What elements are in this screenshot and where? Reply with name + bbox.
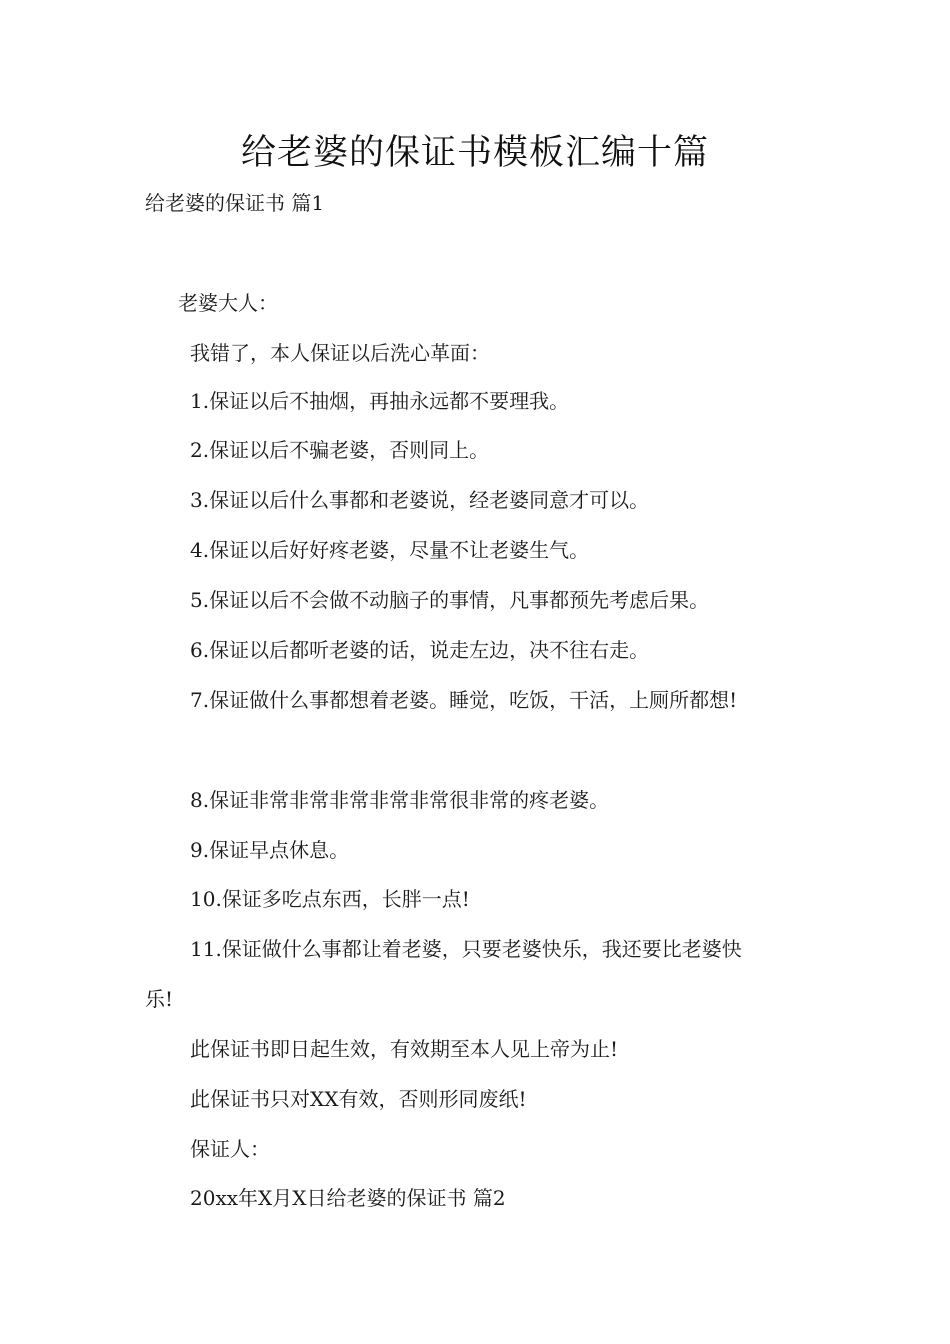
date-and-next-heading: 20xx年X月X日给老婆的保证书 篇2 [190, 1186, 506, 1210]
list-item-continuation: 乐! [145, 987, 174, 1011]
effective-statement: 此保证书即日起生效，有效期至本人见上帝为止! [190, 1037, 619, 1061]
intro-paragraph: 我错了，本人保证以后洗心革面： [190, 341, 490, 365]
list-item: 8.保证非常非常非常非常非常很非常的疼老婆。 [190, 788, 610, 812]
list-item: 2.保证以后不骗老婆，否则同上。 [190, 438, 490, 462]
list-item: 6.保证以后都听老婆的话，说走左边，决不往右走。 [190, 638, 650, 662]
list-item: 3.保证以后什么事都和老婆说，经老婆同意才可以。 [190, 488, 650, 512]
validity-statement: 此保证书只对XX有效，否则形同废纸! [190, 1087, 527, 1111]
document-title: 给老婆的保证书模板汇编十篇 [240, 133, 709, 173]
list-item: 7.保证做什么事都想着老婆。睡觉，吃饭，干活，上厕所都想! [190, 688, 738, 712]
salutation: 老婆大人： [178, 291, 278, 315]
list-item: 5.保证以后不会做不动脑子的事情，凡事都预先考虑后果。 [190, 588, 710, 612]
list-item: 10.保证多吃点东西，长胖一点! [190, 887, 470, 911]
guarantor-label: 保证人： [190, 1137, 270, 1161]
list-item: 4.保证以后好好疼老婆，尽量不让老婆生气。 [190, 538, 590, 562]
section-heading: 给老婆的保证书 篇1 [145, 191, 325, 215]
list-item: 1.保证以后不抽烟，再抽永远都不要理我。 [190, 389, 570, 413]
list-item: 9.保证早点休息。 [190, 838, 350, 862]
list-item: 11.保证做什么事都让着老婆，只要老婆快乐，我还要比老婆快 [190, 937, 742, 961]
